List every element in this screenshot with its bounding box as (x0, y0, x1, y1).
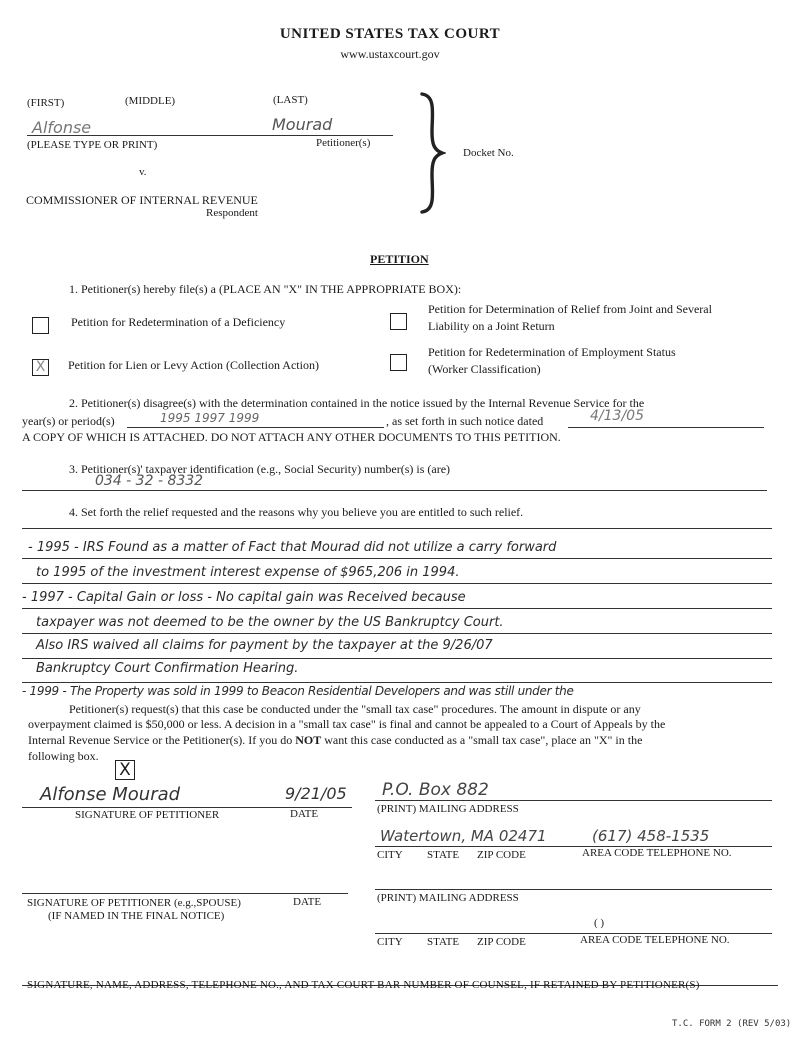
petitioner-name-line (27, 135, 393, 136)
relief-rule (22, 583, 772, 584)
docket-label: Docket No. (463, 147, 514, 159)
item2-line1: 2. Petitioner(s) disagree(s) with the determination contained in the notice issued by the Internal Revenue Service for the (69, 396, 645, 410)
first-name-label: (FIRST) (27, 97, 65, 109)
type-print-label: (PLEASE TYPE OR PRINT) (27, 139, 158, 151)
relief-checkbox[interactable] (390, 313, 407, 330)
relief-text-line[interactable]: taxpayer was not deemed to be the owner by the US Bankruptcy Court. (36, 615, 504, 630)
notice-date-line (568, 427, 764, 428)
deficiency-checkbox[interactable] (32, 317, 49, 334)
spouse-phone-parens: ( ) (594, 917, 605, 929)
relief-rule (22, 558, 772, 559)
petitioner-label: Petitioner(s) (316, 137, 371, 149)
mailing-address-label: (PRINT) MAILING ADDRESS (377, 803, 519, 815)
year-field-line (127, 427, 384, 428)
small-case-text-3b: want this case conducted as a "small tax case", place an "X" in the (321, 733, 643, 747)
item1-instruction: 1. Petitioner(s) hereby file(s) a (PLACE AN "X" IN THE APPROPRIATE BOX): (69, 282, 462, 296)
court-url[interactable]: www.ustaxcourt.gov (340, 47, 440, 61)
court-title: UNITED STATES TAX COURT (279, 26, 501, 42)
item2-notice-label: , as set forth in such notice dated (386, 414, 544, 428)
last-name-value[interactable]: Mourad (272, 115, 333, 134)
middle-name-label: (MIDDLE) (125, 95, 176, 107)
small-case-checkbox[interactable]: X (115, 760, 135, 780)
relief-rule (22, 608, 772, 609)
petition-title: PETITION (370, 252, 429, 266)
small-case-text-3 (28, 733, 642, 748)
spouse-zip-label: ZIP CODE (477, 936, 526, 948)
caption-brace-icon (416, 92, 446, 214)
telephone-label: AREA CODE TELEPHONE NO. (582, 847, 732, 859)
employment-option-label-2: (Worker Classification) (428, 362, 541, 376)
first-name-value[interactable]: Alfonse (32, 118, 92, 137)
small-case-text-1: Petitioner(s) request(s) that this case be conducted under the "small tax case" procedures. The amount in dispute or any (69, 702, 641, 716)
telephone-value[interactable]: (617) 458-1535 (592, 827, 710, 845)
item2-copy-note: A COPY OF WHICH IS ATTACHED. DO NOT ATTACH ANY OTHER DOCUMENTS TO THIS PETITION. (22, 430, 561, 444)
city-label: CITY (377, 849, 403, 861)
versus-label: v. (139, 166, 147, 178)
state-label: STATE (427, 849, 460, 861)
relief-text-line[interactable]: to 1995 of the investment interest expense of $965,206 in 1994. (36, 565, 460, 580)
relief-text-line[interactable]: Also IRS waived all claims for payment by the taxpayer at the 9/26/07 (36, 638, 493, 653)
relief-option-label-1: Petition for Determination of Relief from Joint and Several (428, 302, 712, 316)
relief-rule (22, 633, 772, 634)
notice-date-value[interactable]: 4/13/05 (590, 408, 644, 424)
spouse-signature-line (22, 893, 348, 894)
relief-option-label-2: Liability on a Joint Return (428, 319, 555, 333)
lien-levy-option-label: Petition for Lien or Levy Action (Collection Action) (68, 358, 319, 372)
mailing-address-value[interactable]: P.O. Box 882 (382, 780, 489, 800)
spouse-state-label: STATE (427, 936, 460, 948)
ssn-line (22, 490, 767, 491)
relief-rule (22, 528, 772, 529)
relief-text-line[interactable]: Bankruptcy Court Confirmation Hearing. (36, 661, 299, 676)
item3-label: 3. Petitioner(s)' taxpayer identification (e.g., Social Security) number(s) is (are) (69, 462, 451, 476)
deficiency-option-label: Petition for Redetermination of a Deficiency (71, 315, 286, 329)
ssn-value[interactable]: 034 - 32 - 8332 (95, 473, 204, 489)
employment-checkbox[interactable] (390, 354, 407, 371)
item2-year-label: year(s) or period(s) (22, 414, 115, 428)
spouse-telephone-label: AREA CODE TELEPHONE NO. (580, 934, 730, 946)
spouse-signature-label: SIGNATURE OF PETITIONER (e.g.,SPOUSE) (27, 897, 241, 909)
counsel-label: SIGNATURE, NAME, ADDRESS, TELEPHONE NO., AND TAX COURT BAR NUMBER OF COUNSEL, IF RETAINED BY PETITIONER(S) (27, 979, 700, 991)
respondent-label: Respondent (206, 207, 258, 219)
signature-date-value[interactable]: 9/21/05 (285, 784, 347, 803)
relief-rule (22, 682, 772, 683)
petitioner-signature[interactable]: Alfonse Mourad (40, 784, 181, 805)
spouse-city-label: CITY (377, 936, 403, 948)
form-id: T.C. FORM 2 (REV 5/03) (672, 1019, 792, 1029)
city-state-zip-value[interactable]: Watertown, MA 02471 (380, 827, 547, 845)
spouse-named-label: (IF NAMED IN THE FINAL NOTICE) (48, 910, 225, 922)
lien-levy-checkbox[interactable]: X (32, 359, 49, 376)
relief-text-line[interactable]: - 1995 - IRS Found as a matter of Fact that Mourad did not utilize a carry forward (28, 540, 557, 555)
small-case-text-2: overpayment claimed is $50,000 or less. A decision in a "small tax case" is final and cannot be appealed to a Court of Appeals by the (28, 717, 666, 731)
spouse-address-line (375, 889, 772, 890)
relief-text-line[interactable]: - 1997 - Capital Gain or loss - No capital gain was Received because (22, 590, 466, 605)
employment-option-label-1: Petition for Redetermination of Employment Status (428, 345, 676, 359)
signature-date-label: DATE (290, 808, 319, 820)
zip-label: ZIP CODE (477, 849, 526, 861)
spouse-address-label: (PRINT) MAILING ADDRESS (377, 892, 519, 904)
tax-years-value[interactable]: 1995 1997 1999 (160, 411, 260, 425)
small-case-not: NOT (295, 733, 322, 747)
item4-label: 4. Set forth the relief requested and the reasons why you believe you are entitled to such relief. (69, 505, 524, 519)
small-case-text-3a: Internal Revenue Service or the Petitioner(s). If you do (28, 733, 296, 747)
relief-rule (22, 658, 772, 659)
spouse-date-label: DATE (293, 896, 322, 908)
last-name-label: (LAST) (273, 94, 308, 106)
small-case-text-4: following box. (28, 749, 99, 763)
respondent-name: COMMISSIONER OF INTERNAL REVENUE (26, 193, 258, 207)
relief-text-line[interactable]: - 1999 - The Property was sold in 1999 to Beacon Residential Developers and was still under the (22, 684, 574, 698)
mailing-address-line (375, 800, 772, 801)
signature-label: SIGNATURE OF PETITIONER (75, 809, 220, 821)
